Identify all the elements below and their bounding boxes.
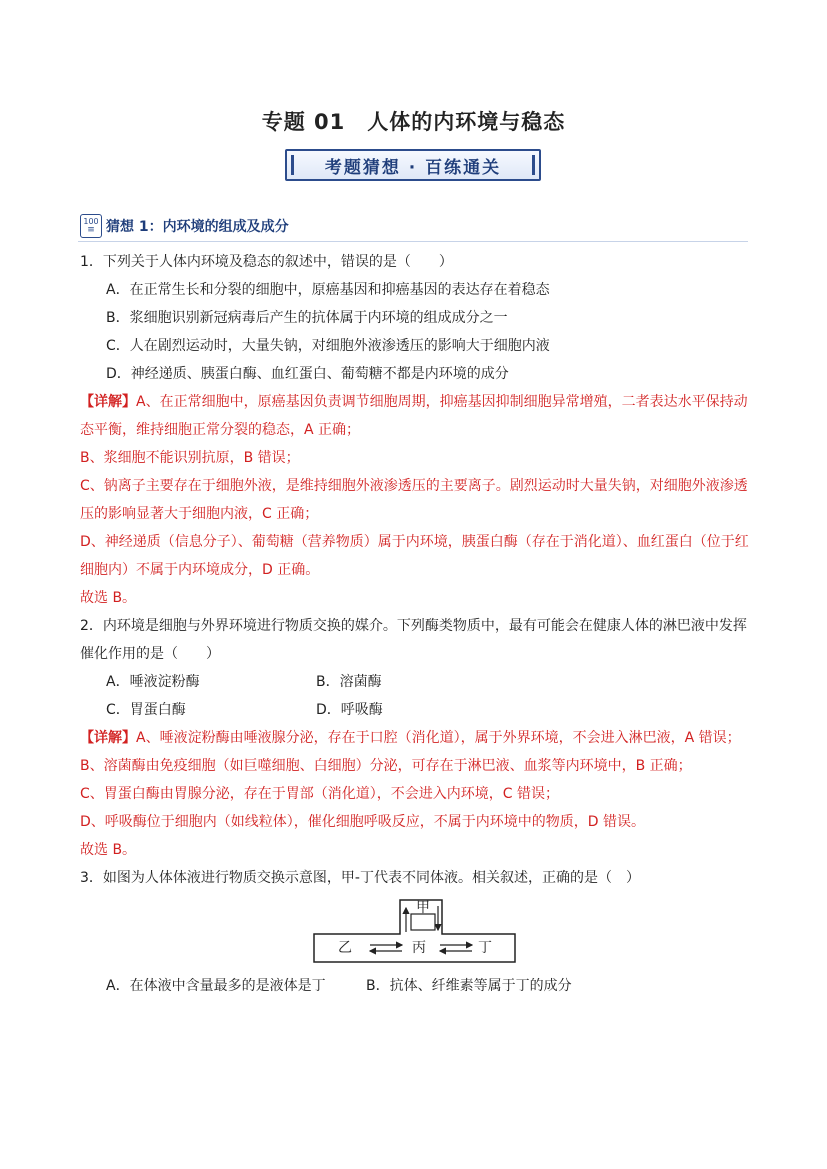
label-ding: 丁 <box>478 940 492 956</box>
q3-option-a: A．在体液中含量最多的是液体是丁 <box>106 978 326 994</box>
q1-option-a: A．在正常生长和分裂的细胞中，原癌基因和抑癌基因的表达存在着稳态 <box>106 282 550 298</box>
question-1-stem: 1．下列关于人体内环境及稳态的叙述中，错误的是（ ） <box>80 254 453 270</box>
q2-detail-b: B、溶菌酶由免疫细胞（如巨噬细胞、白细胞）分泌，可存在于淋巴液、血浆等内环境中，B 正确； <box>80 758 692 774</box>
q1-detail-d: D、神经递质（信息分子）、葡萄糖（营养物质）属于内环境，胰蛋白酶（存在于消化道）、血红蛋白（位于红细胞内）不属于内环境成分，D 正确。 <box>80 534 749 578</box>
question-3-stem: 3．如图为人体体液进行物质交换示意图，甲-丁代表不同体液。相关叙述，正确的是（ ） <box>80 870 640 886</box>
q2-option-b: B．溶菌酶 <box>316 674 382 690</box>
q2-detail-d: D、呼吸酶位于细胞内（如线粒体），催化细胞呼吸反应，不属于内环境中的物质，D 错误。 <box>80 814 646 830</box>
q1-option-c: C．人在剧烈运动时，大量失钠，对细胞外液渗透压的影响大于细胞内液 <box>106 338 550 354</box>
q2-options-row-1 <box>106 668 750 696</box>
q2-option-a: A．唾液淀粉酶 <box>106 674 200 690</box>
q2-detail-tag: 【详解】 <box>80 730 136 746</box>
score-icon-text: 100 <box>83 216 99 226</box>
q1-option-b: B．浆细胞识别新冠病毒后产生的抗体属于内环境的组成成分之一 <box>106 310 508 326</box>
q1-option-d: D．神经递质、胰蛋白酶、血红蛋白、葡萄糖不都是内环境的成分 <box>106 366 509 382</box>
q1-detail-a <box>80 388 750 444</box>
section-banner <box>285 149 541 181</box>
question-list <box>80 248 750 1000</box>
label-yi: 乙 <box>338 940 352 956</box>
guess-label: 猜想 1：内环境的组成及成分 <box>106 219 289 235</box>
score-100-icon: 100 ≡ <box>80 214 102 238</box>
banner-text: 考题猜想 · 百练通关 <box>324 157 502 178</box>
q2-answer: 故选 B。 <box>80 842 137 858</box>
label-jia: 甲 <box>416 900 430 916</box>
q2-detail-c: C、胃蛋白酶由胃腺分泌，存在于胃部（消化道），不会进入内环境，C 错误； <box>80 786 559 802</box>
q3-option-b: B．抗体、纤维素等属于丁的成分 <box>366 978 572 994</box>
q2-option-d: D．呼吸酶 <box>316 702 383 718</box>
question-2-stem: 2．内环境是细胞与外界环境进行物质交换的媒介。下列酶类物质中，最有可能会在健康人体的淋巴液中发挥催化作用的是（ ） <box>80 618 747 662</box>
q2-detail-a-text: A、唾液淀粉酶由唾液腺分泌，存在于口腔（消化道），属于外界环境，不会进入淋巴液，A 错误； <box>136 730 741 746</box>
q1-detail-tag: 【详解】 <box>80 394 136 410</box>
guess-heading <box>80 212 289 240</box>
label-bing: 丙 <box>412 940 426 956</box>
q1-detail-b: B、浆细胞不能识别抗原，B 错误； <box>80 450 300 466</box>
heading-divider <box>78 241 748 242</box>
body-fluid-diagram <box>312 896 517 966</box>
q1-detail-a-text: A、在正常细胞中，原癌基因负责调节细胞周期，抑癌基因抑制细胞异常增殖，二者表达水平保持动态平衡，维持细胞正常分裂的稳态，A 正确； <box>80 394 748 438</box>
q1-answer: 故选 B。 <box>80 590 137 606</box>
q1-detail-c: C、钠离子主要存在于细胞外液，是维持细胞外液渗透压的主要离子。剧烈运动时大量失钠，对细胞外液渗透压的影响显著大于细胞内液，C 正确； <box>80 478 748 522</box>
q3-options-row-1 <box>106 972 750 1000</box>
q2-option-c: C．胃蛋白酶 <box>106 702 186 718</box>
page-title: 专题 01 人体的内环境与稳态 <box>261 110 566 134</box>
q2-options-row-2 <box>106 696 750 724</box>
q2-detail-a <box>80 724 750 752</box>
